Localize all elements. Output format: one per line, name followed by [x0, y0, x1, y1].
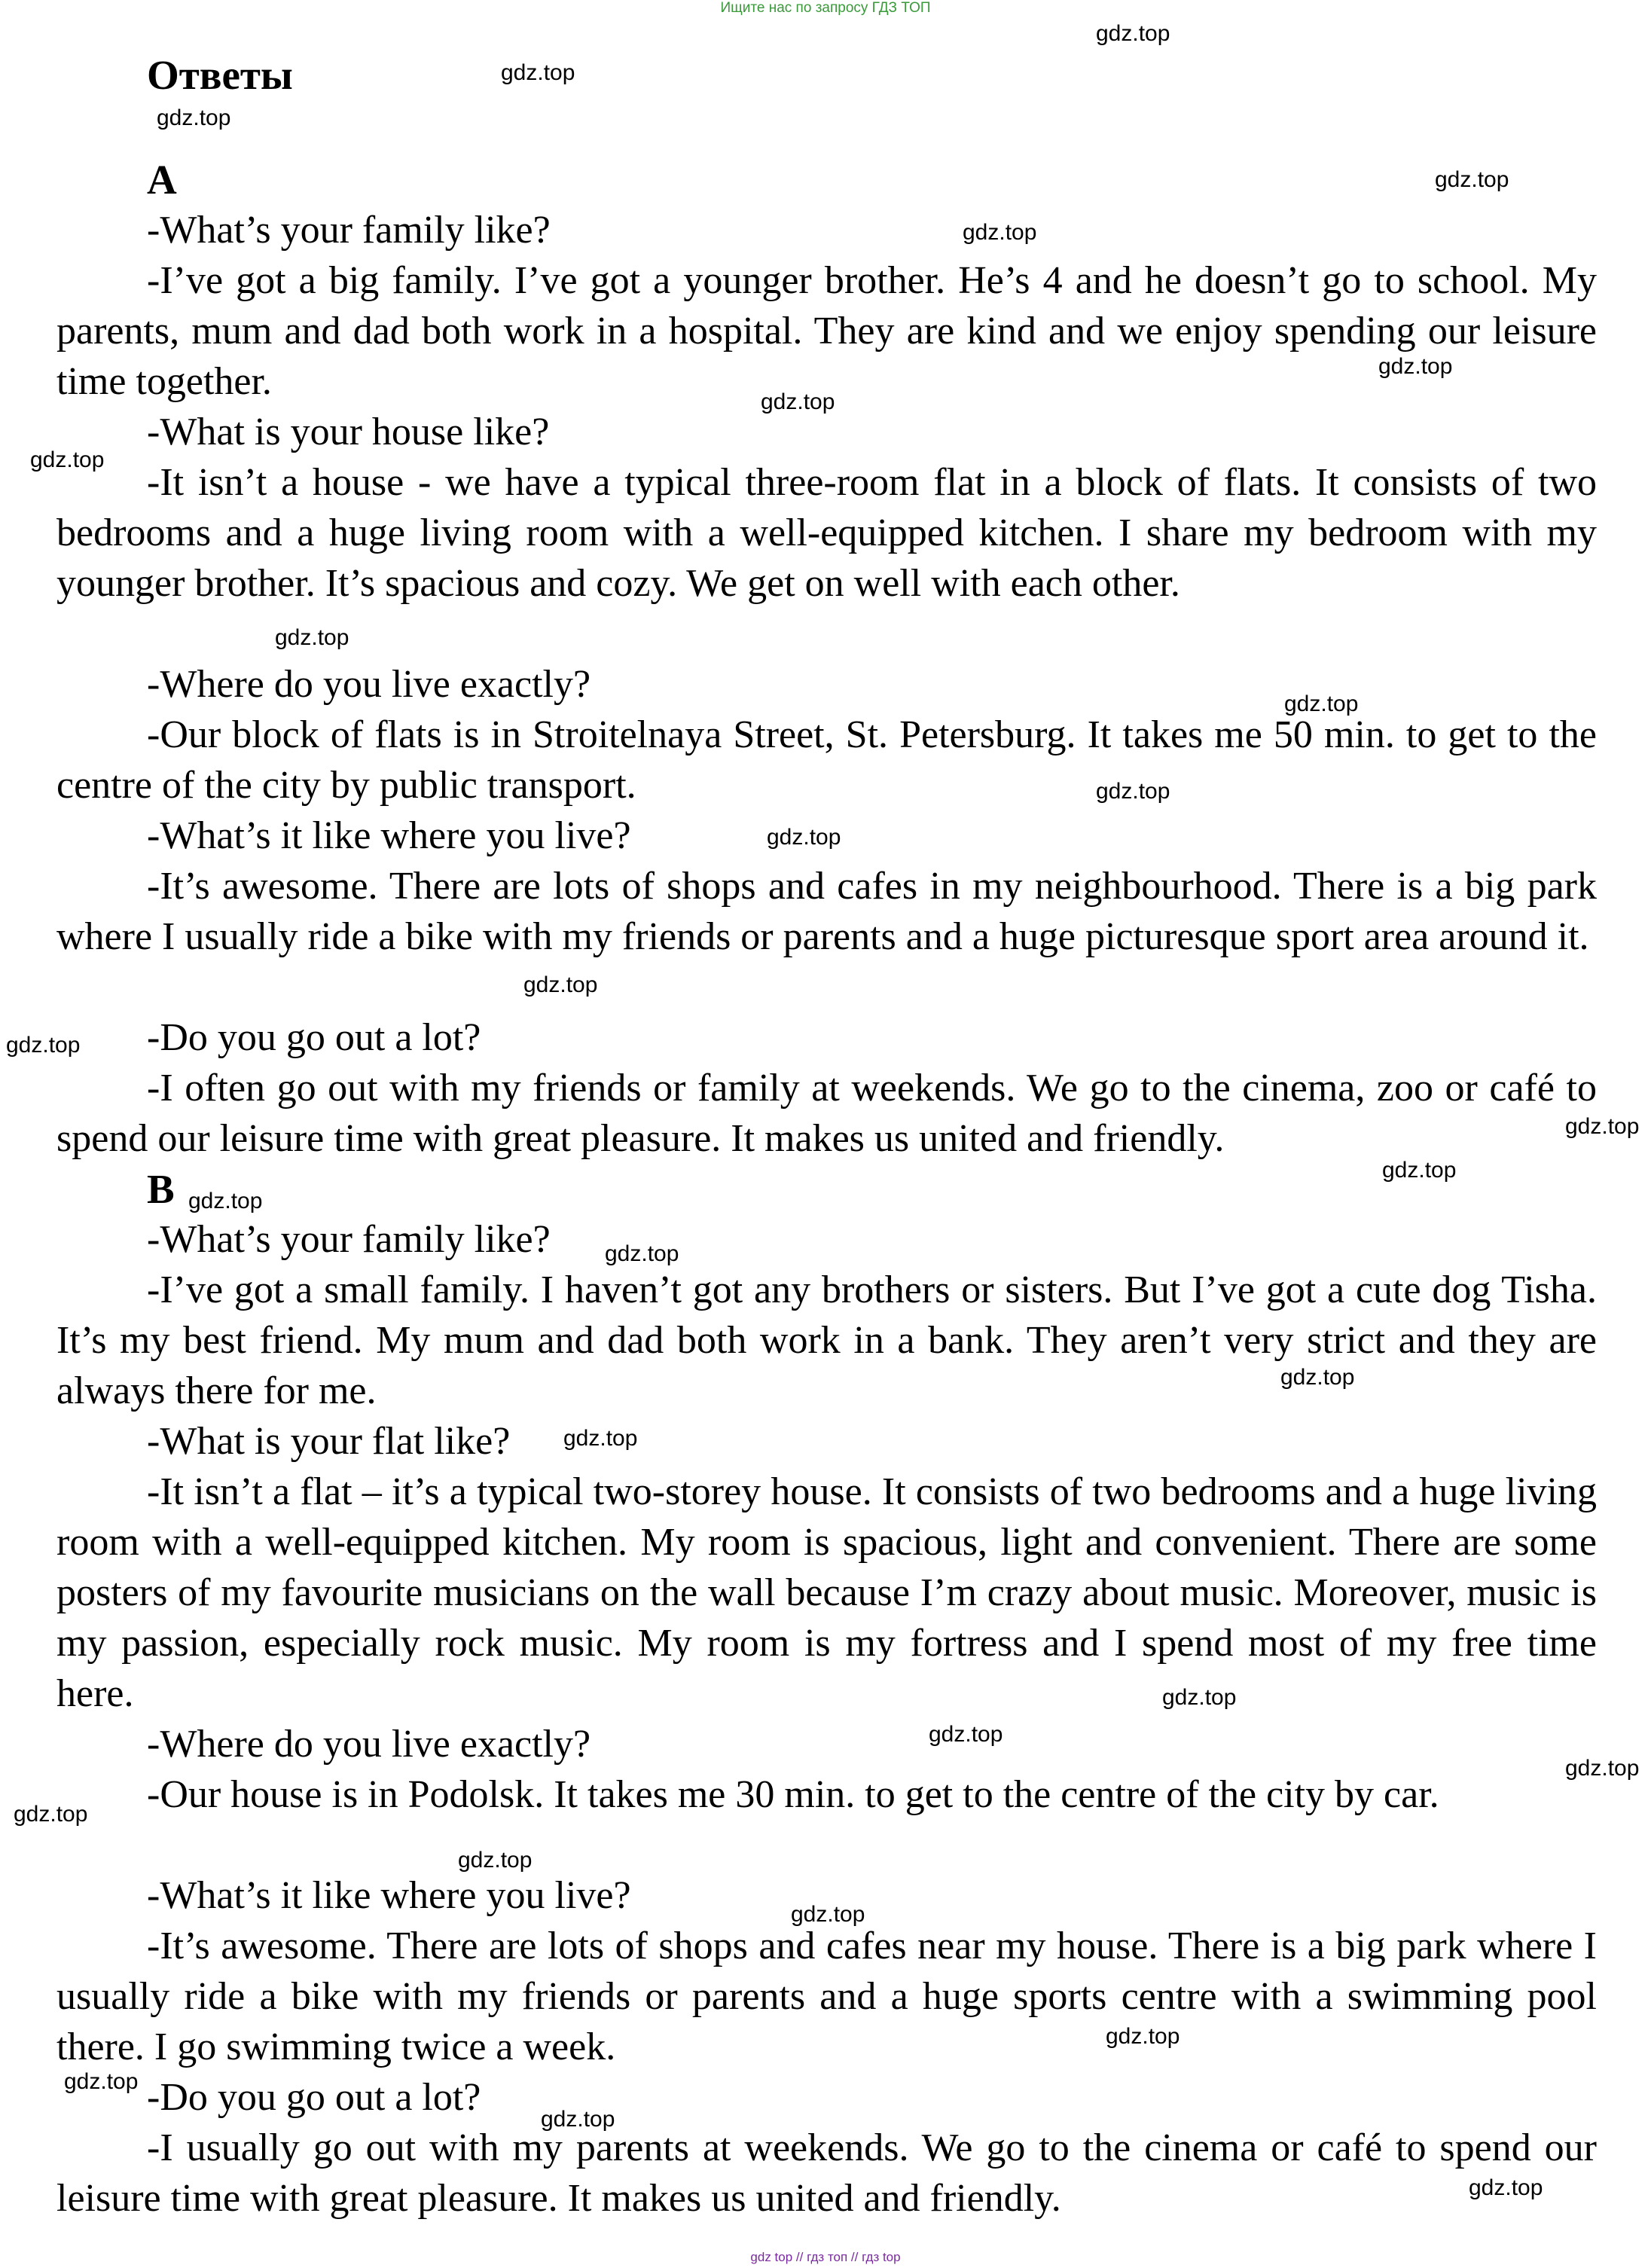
watermark: gdz.top [1280, 1365, 1355, 1390]
watermark: gdz.top [1435, 167, 1509, 192]
section-b-answer-location: -Our house is in Podolsk. It takes me 30 min. to get to the centre of the city by car. [147, 1773, 1439, 1816]
watermark: gdz.top [30, 447, 105, 472]
watermark: gdz.top [791, 1902, 865, 1927]
section-b-question-family: -What’s your family like? [147, 1218, 551, 1261]
section-a-question-location: -Where do you live exactly? [147, 663, 591, 706]
section-a-answer-location: -Our block of flats is in Stroitelnaya Street, St. Petersburg. It takes me 50 min. to get to the centre of the city by public transport. [56, 713, 1597, 807]
section-b-question-flat: -What is your flat like? [147, 1420, 511, 1463]
section-b-label: B [147, 1166, 175, 1212]
watermark: gdz.top [1106, 2024, 1180, 2049]
section-a-question-family: -What’s your family like? [147, 209, 551, 252]
section-b-answer-going-out: -I usually go out with my parents at weekends. We go to the cinema or café to spend our leisure time with great pleasure. It makes us united and friendly. [56, 2126, 1597, 2220]
watermark: gdz.top [157, 105, 231, 130]
section-a-question-neighbourhood: -What’s it like where you live? [147, 814, 631, 857]
watermark: gdz.top [188, 1189, 263, 1213]
watermark: gdz.top [605, 1241, 679, 1266]
watermark: gdz.top [501, 60, 575, 85]
watermark: gdz.top [1565, 1114, 1640, 1139]
watermark: gdz.top [563, 1426, 638, 1451]
watermark: gdz.top [541, 2107, 615, 2132]
watermark: gdz.top [1096, 21, 1170, 46]
watermark: gdz.top [6, 1033, 81, 1058]
top-banner: Ищите нас по запросу ГДЗ ТОП [720, 0, 931, 16]
section-a-question-house: -What is your house like? [147, 411, 550, 453]
section-a-answer-family: -I’ve got a big family. I’ve got a younger brother. He’s 4 and he doesn’t go to school. My parents, mum and dad both work in a hospital. They are kind and we enjoy spending our leisure time together. [56, 259, 1597, 403]
section-a-question-going-out: -Do you go out a lot? [147, 1016, 481, 1059]
watermark: gdz.top [275, 625, 349, 650]
section-a-answer-going-out: -I often go out with my friends or family at weekends. We go to the cinema, zoo or café to spend our leisure time with great pleasure. It makes us united and friendly. [56, 1067, 1597, 1160]
watermark: gdz.top [929, 1722, 1003, 1747]
watermark: gdz.top [761, 389, 835, 414]
watermark: gdz.top [767, 825, 841, 850]
watermark: gdz.top [14, 1802, 88, 1827]
bottom-banner: gdz top // гдз топ // гдз top [750, 2250, 901, 2264]
watermark: gdz.top [1378, 354, 1453, 379]
watermark: gdz.top [1162, 1685, 1237, 1710]
section-b-answer-neighbourhood: -It’s awesome. There are lots of shops and cafes near my house. There is a big park where I usually ride a bike with my friends or parents and a huge sports centre with a swimming pool there. I go swimming twice a week. [56, 1925, 1597, 2068]
watermark: gdz.top [1096, 779, 1170, 804]
section-a-answer-neighbourhood: -It’s awesome. There are lots of shops and cafes in my neighbourhood. There is a big park where I usually ride a bike with my friends or parents and a huge picturesque sport area around it. [56, 865, 1597, 958]
section-b-question-neighbourhood: -What’s it like where you live? [147, 1874, 631, 1917]
watermark: gdz.top [458, 1848, 533, 1873]
watermark: gdz.top [1284, 691, 1359, 716]
watermark: gdz.top [1565, 1756, 1640, 1781]
page-title: Ответы [147, 52, 293, 98]
section-b-answer-flat: -It isn’t a flat – it’s a typical two-storey house. It consists of two bedrooms and a huge living room with a well-equipped kitchen. My room is spacious, light and convenient. There are some posters of my favourite musicians on the wall because I’m crazy about music. Moreover, music is my passion, especially rock music. My room is my fortress and I spend most of my free time here. [56, 1470, 1597, 1715]
watermark: gdz.top [523, 972, 598, 997]
watermark: gdz.top [64, 2069, 139, 2094]
section-b-question-going-out: -Do you go out a lot? [147, 2076, 481, 2119]
section-a-answer-house: -It isn’t a house - we have a typical three-room flat in a block of flats. It consists of two bedrooms and a huge living room with a well-equipped kitchen. I share my bedroom with my younger brother. It’s spacious and cozy. We get on well with each other. [56, 461, 1597, 605]
watermark: gdz.top [1382, 1158, 1457, 1183]
section-a-label: A [147, 157, 177, 203]
watermark: gdz.top [963, 220, 1037, 245]
section-b-question-location: -Where do you live exactly? [147, 1723, 591, 1766]
watermark: gdz.top [1469, 2175, 1543, 2200]
section-b-answer-family: -I’ve got a small family. I haven’t got any brothers or sisters. But I’ve got a cute dog Tisha. It’s my best friend. My mum and dad both work in a bank. They aren’t very strict and they are always there for me. [56, 1268, 1597, 1412]
